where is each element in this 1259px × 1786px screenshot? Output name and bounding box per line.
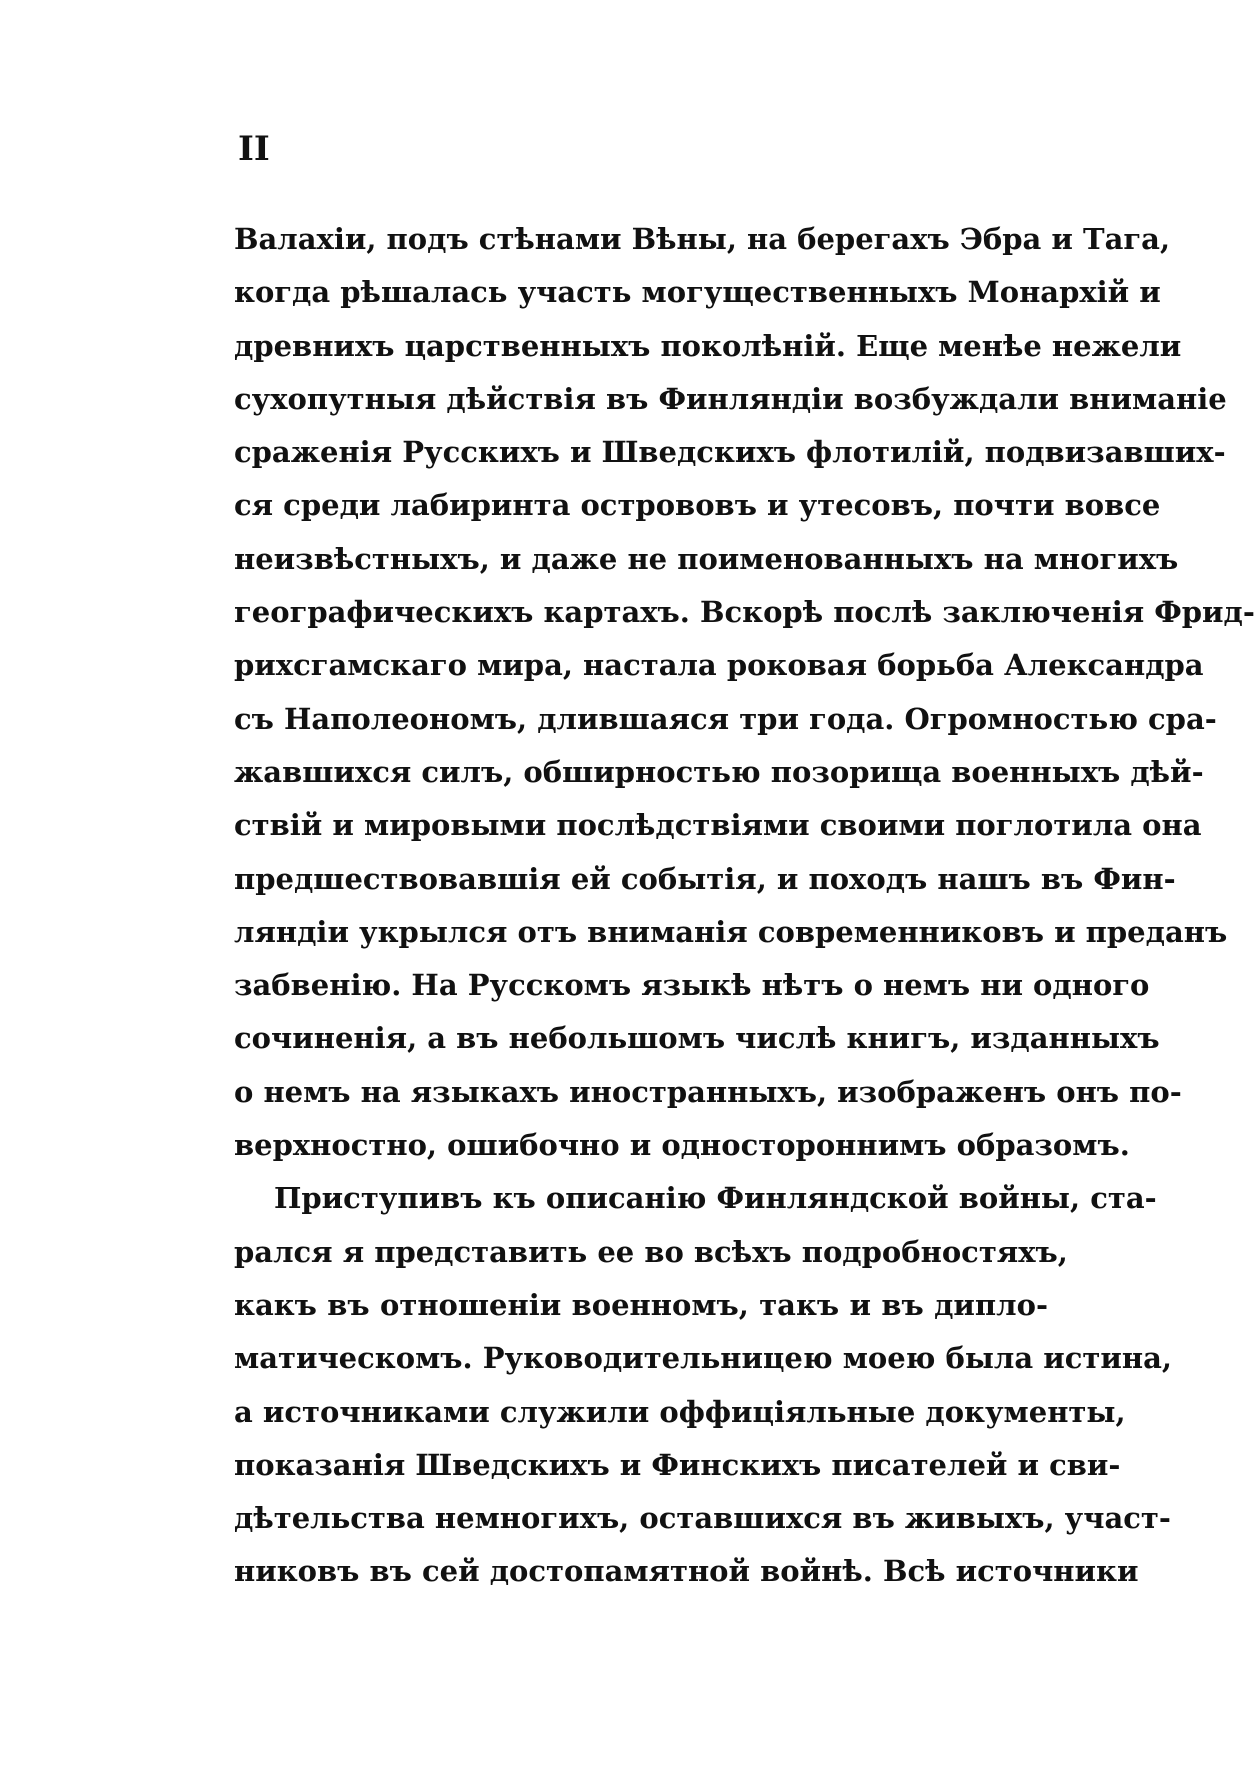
text-line: неизвѣстныхъ, и даже не поименованныхъ на многихъ bbox=[234, 541, 1179, 576]
text-line: никовъ въ сей достопамятной войнѣ. Всѣ источники bbox=[234, 1554, 1139, 1589]
text-line: жавшихся силъ, обширностью позорища военныхъ дѣй- bbox=[234, 754, 1204, 789]
text-line: сраженія Русскихъ и Шведскихъ флотилій, подвизавших- bbox=[234, 435, 1226, 470]
text-line: географическихъ картахъ. Вскорѣ послѣ заключенія Фрид- bbox=[234, 595, 1255, 630]
text-line: ся среди лабиринта острововъ и утесовъ, почти вовсе bbox=[234, 488, 1161, 523]
text-line: матическомъ. Руководительницею моею была истина, bbox=[234, 1341, 1173, 1376]
text-line: когда рѣшалась участь могущественныхъ Монархій и bbox=[234, 275, 1161, 310]
text-line: рался я представить ее во всѣхъ подробностяхъ, bbox=[234, 1234, 1068, 1269]
text-line: рихсгамскаго мира, настала роковая борьба Александра bbox=[234, 648, 1204, 683]
text-line: показанія Шведскихъ и Финскихъ писателей и сви- bbox=[234, 1447, 1121, 1482]
body-text bbox=[234, 213, 1255, 1599]
text-line: какъ въ отношеніи военномъ, такъ и въ дипло- bbox=[234, 1287, 1048, 1322]
text-line: дѣтельства немногихъ, оставшихся въ живыхъ, участ- bbox=[234, 1501, 1171, 1536]
text-line: съ Наполеономъ, длившаяся три года. Огромностью сра- bbox=[234, 701, 1217, 736]
text-line: Валахіи, подъ стѣнами Вѣны, на берегахъ Эбра и Тага, bbox=[234, 222, 1171, 256]
paragraph-end-line: верхностно, ошибочно и одностороннимъ образомъ. bbox=[234, 1128, 1130, 1163]
text-line: предшествовавшія ей событія, и походъ нашъ въ Фин- bbox=[234, 861, 1176, 896]
text-line: забвенію. На Русскомъ языкѣ нѣтъ о немъ ни одного bbox=[234, 968, 1150, 1003]
text-line: ствій и мировыми послѣдствіями своими поглотила она bbox=[234, 808, 1202, 843]
page-number: II bbox=[238, 129, 270, 169]
text-line: о немъ на языкахъ иностранныхъ, изображенъ онъ по- bbox=[234, 1074, 1182, 1109]
text-line: древнихъ царственныхъ поколѣній. Еще менѣе нежели bbox=[234, 328, 1182, 363]
text-line: а источниками служили оффиціяльные документы, bbox=[234, 1394, 1126, 1429]
text-line: сухопутныя дѣйствія въ Финляндіи возбуждали вниманіе bbox=[234, 381, 1227, 416]
text-line: ляндіи укрылся отъ вниманія современниковъ и преданъ bbox=[234, 914, 1228, 949]
paragraph-start-line: Приступивъ къ описанію Финляндской войны, ста- bbox=[274, 1181, 1157, 1216]
text-line: сочиненія, а въ небольшомъ числѣ книгъ, изданныхъ bbox=[234, 1021, 1160, 1056]
